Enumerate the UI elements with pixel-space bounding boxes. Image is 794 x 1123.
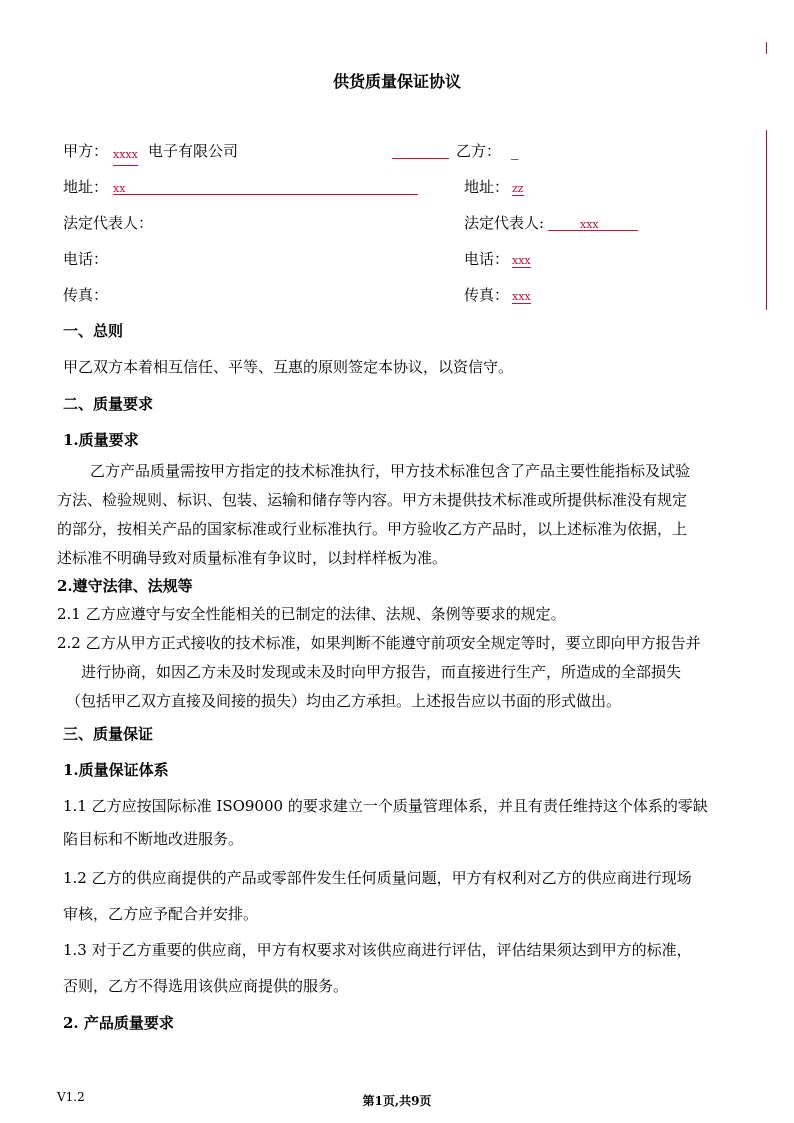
party-a-label: 甲方： (63, 142, 109, 160)
section-2-1-line-2: 方法、检验规则、标识、包装、运输和储存等内容。甲方未提供技术标准或所提供标准没有规定 (57, 491, 688, 509)
version-label: V1.2 (57, 1090, 85, 1104)
section-3-1-title: 1.质量保证体系 (63, 761, 169, 779)
party-b-phone-label: 电话： (464, 250, 510, 268)
section-2-2-2-line-2: 进行协商，如因乙方未及时发现或未及时向甲方报告，而直接进行生产，所造成的全部损失 (81, 663, 682, 681)
section-2-1-line-1: 乙方产品质量需按甲方指定的技术标准执行，甲方技术标准包含了产品主要性能指标及试验 (90, 462, 691, 480)
party-b-fax-label: 传真： (464, 286, 510, 304)
party-a-fax-label: 传真： (63, 286, 109, 304)
party-a-name-suffix: 电子有限公司 (148, 142, 239, 160)
section-2-1-line-3: 的部分，按相关产品的国家标准或行业标准执行。甲方验收乙方产品时，以上述标准为依据，上 (57, 520, 688, 538)
section-2-2-2-line-1: 2.2 乙方从甲方正式接收的技术标准，如果判断不能遵守前项安全规定等时，要立即向甲方报告并 (57, 634, 701, 652)
party-b-rep-line (548, 230, 638, 231)
section-2-1-line-4: 述标准不明确导致对质量标准有争议时，以封样样板为准。 (57, 549, 448, 567)
section-3-title: 三、质量保证 (63, 725, 154, 743)
section-1-title: 一、总则 (63, 322, 124, 340)
section-2-2-2-line-3: （包括甲乙双方直接及间接的损失）均由乙方承担。上述报告应以书面的形式做出。 (66, 692, 622, 710)
party-a-address-label: 地址： (63, 178, 109, 196)
party-a-address-line (113, 194, 418, 195)
section-2-title: 二、质量要求 (63, 395, 154, 413)
party-b-name-value: _ (511, 142, 519, 160)
page-number: 第1页,共9页 (362, 1094, 432, 1108)
section-1-text: 甲乙双方本着相互信任、平等、互惠的原则签定本协议，以资信守。 (63, 358, 514, 376)
party-b-address-label: 地址： (464, 178, 510, 196)
section-3-1-1-line-1: 1.1 乙方应按国际标准 ISO9000 的要求建立一个质量管理体系，并且有责任维持这个体系的零缺 (63, 797, 708, 815)
party-b-phone-value: xxx (512, 254, 531, 267)
party-a-address-value: xx (113, 182, 126, 195)
party-b-address-value: zz (512, 182, 524, 195)
section-3-1-3-line-2: 否则，乙方不得选用该供应商提供的服务。 (63, 977, 349, 995)
party-a-rep-label: 法定代表人： (63, 214, 154, 232)
section-3-1-2-line-2: 审核，乙方应予配合并安排。 (63, 905, 259, 923)
page-title: 供货质量保证协议 (332, 72, 461, 91)
section-3-1-1-line-2: 陷目标和不断地改进服务。 (63, 830, 244, 848)
party-b-label: 乙方： (456, 142, 502, 160)
party-b-rep-label: 法定代表人: (464, 214, 545, 232)
party-a-name-placeholder: xxxx (113, 145, 138, 166)
section-2-1-title: 1.质量要求 (63, 431, 139, 449)
margin-line-top (766, 42, 767, 54)
section-3-2-title: 2. 产品质量要求 (63, 1014, 174, 1032)
margin-line-right (766, 130, 767, 310)
party-a-phone-label: 电话： (63, 250, 109, 268)
party-b-rep-value: xxx (580, 218, 599, 231)
party-b-name-line (392, 158, 449, 159)
section-3-1-2-line-1: 1.2 乙方的供应商提供的产品或零部件发生任何质量问题，甲方有权利对乙方的供应商进行现场 (63, 869, 692, 887)
section-3-1-3-line-1: 1.3 对于乙方重要的供应商，甲方有权要求对该供应商进行评估，评估结果须达到甲方的标准， (63, 941, 692, 959)
section-2-2-title: 2.遵守法律、法规等 (57, 577, 193, 595)
section-2-2-1: 2.1 乙方应遵守与安全性能相关的已制定的法律、法规、条例等要求的规定。 (57, 605, 566, 623)
party-b-fax-value: xxx (512, 290, 531, 303)
